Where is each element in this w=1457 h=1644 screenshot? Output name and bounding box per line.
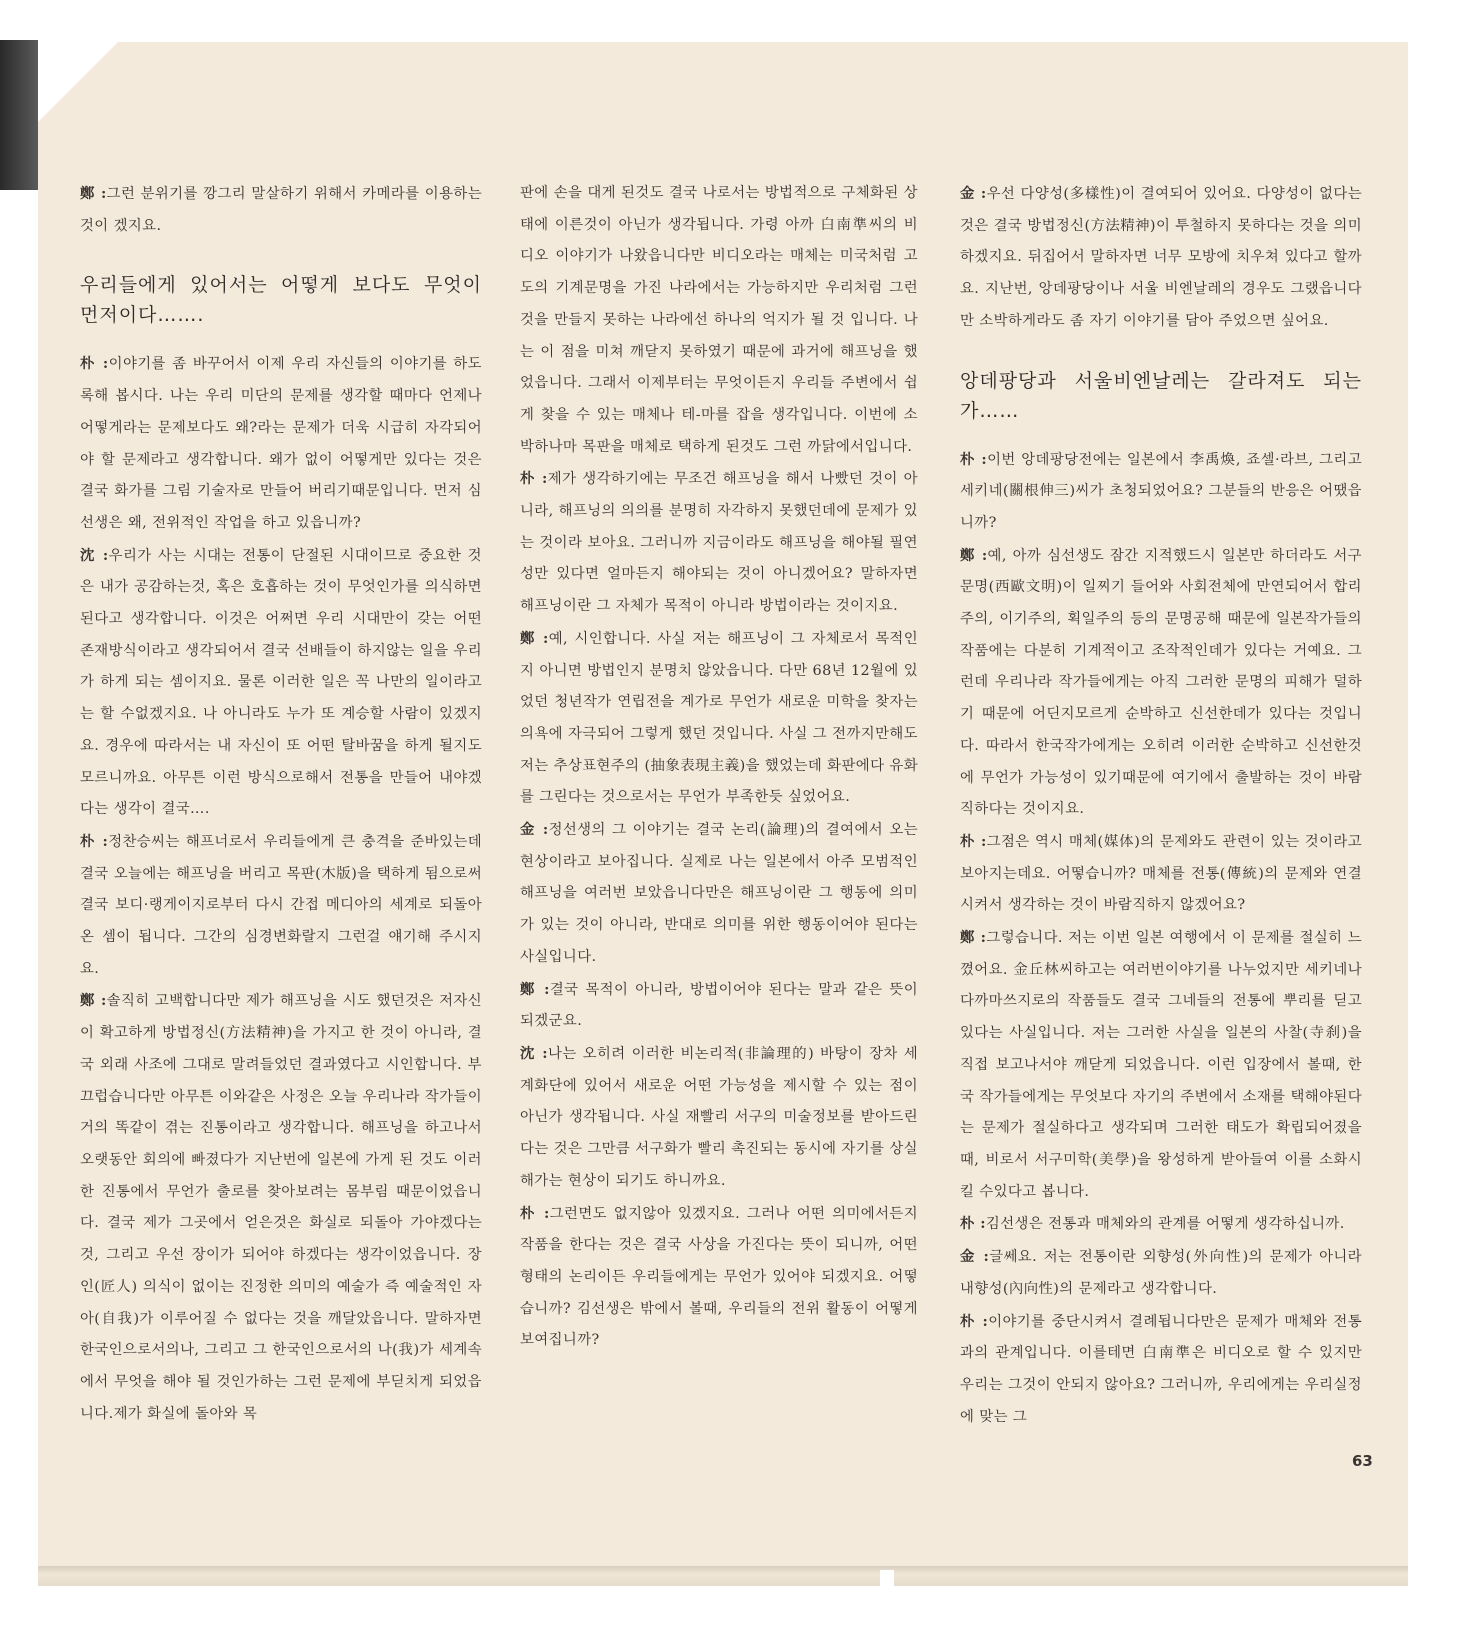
speaker-label: 朴 :	[520, 1204, 550, 1222]
speaker-label: 鄭 :	[80, 992, 107, 1010]
paragraph-text: 나는 오히려 이러한 비논리적(非論理的) 바탕이 장차 세계화단에 있어서 새로운 어떤 가능성을 제시할 수 있는 점이 아닌가 생각됩니다. 사실 재빨리 서구의 미술정보를 받아드린다는 것은 그만큼 서구화가 빨리 촉진되는 동시에 자기를 상실해가는 현상이 되기도 하니까요.	[520, 1045, 918, 1189]
speaker-label: 鄭 :	[80, 185, 107, 202]
dialogue-paragraph	[80, 826, 482, 986]
dialogue-paragraph	[520, 463, 918, 623]
column-1	[80, 178, 482, 1430]
section-heading: 앙데팡당과 서울비엔날레는 갈라져도 되는가……	[960, 369, 1362, 422]
speaker-label: 朴 :	[960, 1215, 986, 1233]
paragraph-text: 이야기를 좀 바꾸어서 이제 우리 자신들의 이야기를 하도록해 봅시다. 나는 우리 미단의 문제를 생각할 때마다 언제나 어떻게라는 문제보다도 왜?라는 문제가 더욱 시급히 자각되어야 할 문제라고 생각합니다. 왜가 없이 어떻게만 있다는 것은 결국 화가를 그림 기술자로 만들어 버리기때문입니다. 먼저 심선생은 왜, 전위적인 작업을 하고 있읍니까?	[80, 356, 482, 531]
dialogue-paragraph	[80, 540, 482, 826]
speaker-label: 朴 :	[520, 470, 548, 488]
dialogue-paragraph	[520, 623, 918, 814]
speaker-label: 朴 :	[960, 1312, 989, 1330]
speaker-label: 鄭 :	[520, 629, 549, 647]
dialogue-paragraph	[960, 178, 1362, 338]
section-heading: 우리들에게 있어서는 어떻게 보다도 무엇이 먼저이다…….	[80, 274, 482, 327]
dialogue-paragraph	[960, 1306, 1362, 1434]
page-edge	[38, 1566, 1408, 1586]
paragraph-text: 정찬승씨는 해프너로서 우리들에게 큰 충격을 준바있는데결국 오늘에는 해프닝을 버리고 목판(木版)을 택하게 됨으로써 결국 보디·랭게이지로부터 다시 간접 메디아의 세계로 되돌아 온 셈이 됩니다. 그간의 심경변화랄지 그런걸 얘기해 주시지요.	[80, 833, 483, 977]
paragraph-text: 솔직히 고백합니다만 제가 해프닝을 시도 했던것은 저자신이 확고하게 방법정신(方法精神)을 가지고 한 것이 아니라, 결국 외래 사조에 그대로 말려들었던 결과였다고 시인합니다. 부끄럽습니다만 아무튼 이와같은 사정은 오늘 우리나라 작가들이 거의 똑같이 겪는 진통이라고 생각합니다. 해프닝을 하고나서 오랫동안 회의에 빠졌다가 지난번에 일본에 가게 된 것도 이러한 진통에서 무언가 출로를 찾아보려는 몸부림 때문이었읍니다. 결국 제가 그곳에서 얻은것은 화실로 되돌아 가야겠다는것, 그리고 우선 장이가 되어야 하겠다는 생각이었읍니다. 장인(匠人) 의식이 없이는 진정한 의미의 예술가 즉 예술적인 자아(自我)가 이루어질 수 없다는 것을 깨달았읍니다. 말하자면 한국인으로서의나, 그리고 그 한국인으로서의 나(我)가 세계속에서 무엇을 해야 될 것인가하는 그런 문제에 부딛치게 되었읍니다.제가 화실에 돌아와 목	[80, 993, 482, 1422]
paragraph-text: 우리가 사는 시대는 전통이 단절된 시대이므로 중요한 것은 내가 공감하는것, 혹은 호흡하는 것이 무엇인가를 의식하면 된다고 생각합니다. 이것은 어쩌면 우리 시대만이 갖는 어떤 존재방식이라고 생각되어서 결국 선배들이 하지않는 일을 우리가 하게 되는 셈이지요. 물론 이러한 일은 꼭 나만의 일이라고는 할 수없겠지요. 나 아니라도 누가 또 계승할 사람이 있겠지요. 경우에 따라서는 내 자신이 또 어떤 탈바꿈을 하게 될지도 모르니까요. 아무튼 이런 방식으로해서 전통을 만들어 내야겠다는 생각이 결국….	[80, 547, 482, 818]
paragraph-text: 그런 분위기를 깡그리 말살하기 위해서 카메라를 이용하는 것이 겠지요.	[80, 186, 482, 234]
dialogue-paragraph	[520, 1198, 918, 1358]
dialogue-paragraph	[960, 540, 1362, 826]
speaker-label: 朴 :	[80, 832, 109, 850]
dialogue-paragraph	[520, 974, 918, 1038]
paragraph-text: 우선 다양성(多樣性)이 결여되어 있어요. 다양성이 없다는 것은 결국 방법정신(方法精神)이 투철하지 못하다는 것을 의미하겠지요. 뒤집어서 말하자면 너무 모방에 치우쳐 있다고 할까요. 지난번, 앙데팡당이나 서울 비엔날레의 경우도 그랬읍니다만 소박하게라도 좀 자기 이야기를 담아 주었으면 싶어요.	[960, 186, 1362, 329]
dialogue-paragraph	[80, 348, 482, 539]
speaker-label: 金 :	[520, 821, 549, 839]
speaker-label: 金 :	[960, 1248, 990, 1266]
speaker-label: 鄭 :	[960, 546, 988, 564]
paragraph-text: 이야기를 중단시켜서 결례됩니다만은 문제가 매체와 전통과의 관계입니다. 이를테면 白南準은 비디오로 할 수 있지만 우리는 그것이 안되지 않아요? 그러니까, 우리에게는 우리실정에 맞는 그	[960, 1313, 1363, 1425]
folded-corner	[38, 42, 118, 122]
paragraph-text: 그렇습니다. 저는 이번 일본 여행에서 이 문제를 절실히 느꼈어요. 金丘林씨하고는 여러번이야기를 나누었지만 세키네나 다까마쓰지로의 작품들도 결국 그네들의 전통에 뿌리를 딛고 있다는 사실입니다. 저는 그러한 사실을 일본의 사찰(寺刹)을 직접 보고나서야 깨닫게 되었읍니다. 이런 입장에서 볼때, 한국 작가들에게는 무엇보다 자기의 주변에서 소재를 택해야된다는 문제가 절실하다고 생각되며 그러한 태도가 확립되어졌을때, 비로서 서구미학(美學)을 왕성하게 받아들여 이를 소화시킬 수있다고 봅니다.	[960, 930, 1362, 1200]
paragraph-text: 제가 생각하기에는 무조건 해프닝을 해서 나빴던 것이 아니라, 해프닝의 의의를 분명히 자각하지 못했던데에 문제가 있는 것이라 보아요. 그러니까 지금이라도 해프닝을 해야될 필연성만 있다면 얼마든지 해야되는 것이 아니겠어요? 말하자면 해프닝이란 그 자체가 목적이 아니라 방법이라는 것이지요.	[520, 471, 918, 615]
page-number: 63	[1352, 1452, 1373, 1470]
speaker-label: 朴 :	[80, 355, 109, 373]
speaker-label: 沈 :	[80, 546, 109, 564]
paragraph-text: 김선생은 전통과 매체와의 관계를 어떻게 생각하십니까.	[985, 1216, 1345, 1233]
speaker-label: 金 :	[960, 185, 987, 202]
dialogue-paragraph	[960, 826, 1362, 922]
dialogue-paragraph	[520, 178, 918, 463]
paragraph-text: 그점은 역시 매체(媒体)의 문제와도 관련이 있는 것이라고 보아지는데요. 어떻습니까? 매체를 전통(傳統)의 문제와 연결시켜서 생각하는 것이 바람직하지 않겠어요?	[960, 833, 1362, 914]
paragraph-text: 예, 시인합니다. 사실 저는 해프닝이 그 자체로서 목적인지 아니면 방법인지 분명치 않았읍니다. 다만 68년 12월에 있었던 청년작가 연립전을 계가로 무언가 새로운 미학을 찾자는 의욕에 자극되어 그렇게 했던 것입니다. 사실 그 전까지만해도 저는 추상표현주의 (抽象表現主義)을 했었는데 화판에다 유화를 그린다는 것으로서는 무언가 부족한듯 싶었어요.	[520, 630, 918, 806]
dialogue-paragraph	[80, 178, 482, 242]
dialogue-paragraph	[960, 1241, 1362, 1305]
paragraph-text: 이번 앙데팡당전에는 일본에서 李禹煥, 죠셀·라브, 그리고 세키네(關根伸三)씨가 초청되었어요? 그분들의 반응은 어땠읍니까?	[960, 451, 1362, 531]
speaker-label: 朴 :	[960, 832, 987, 850]
page-gap	[880, 1570, 894, 1586]
speaker-label: 朴 :	[960, 450, 988, 468]
speaker-label: 沈 :	[520, 1044, 549, 1062]
paragraph-text: 정선생의 그 이야기는 결국 논리(論理)의 결여에서 오는 현상이라고 보아집니다. 실제로 나는 일본에서 아주 모범적인 해프닝을 여러번 보았읍니다만은 해프닝이란 그 행동에 의미가 있는 것이 아니라, 반대로 의미를 위한 행동이어야 된다는 사실입니다.	[520, 822, 918, 965]
paragraph-text: 결국 목적이 아니라, 방법이어야 된다는 말과 같은 뜻이 되겠군요.	[520, 981, 918, 1030]
dialogue-paragraph	[520, 814, 918, 974]
dialogue-paragraph	[960, 922, 1362, 1208]
dialogue-paragraph	[960, 1208, 1362, 1241]
paragraph-text: 판에 손을 대게 된것도 결국 나로서는 방법적으로 구체화된 상태에 이른것이 아닌가 생각됩니다. 가령 아까 白南準씨의 비디오 이야기가 나왔읍니다만 비디오라는 매체는 미국처럼 고도의 기계문명을 가진 나라에서는 가능하지만 우리처럼 그런것을 만들지 못하는 나라에선 하나의 억지가 될 것 입니다. 나는 이 점을 미쳐 깨닫지 못하였기 때문에 과거에 해프닝을 했었읍니다. 그래서 이제부터는 무엇이든지 우리들 주변에서 쉽게 찾을 수 있는 매체나 테-마를 잡을 생각입니다. 이번에 소박하나마 목판을 매체로 택하게 된것도 그런 까닭에서입니다.	[520, 185, 918, 455]
speaker-label: 鄭 :	[520, 980, 550, 998]
paragraph-text: 예, 아까 심선생도 잠간 지적했드시 일본만 하더라도 서구문명(西歐文明)이 일찌기 들어와 사회전체에 만연되어서 합리주의, 이기주의, 획일주의 등의 문명공해 때문에 일본작가들의 작품에는 다분히 기계적이고 조작적인데가 있다는 거예요. 그런데 우리나라 작가들에게는 아직 그러한 문명의 피해가 덜하기 때문에 어딘지모르게 순박하고 신선한데가 있다는 것입니다. 따라서 한국작가에게는 오히려 이러한 순박하고 신선한것에 무언가 가능성이 있기때문에 여기에서 출발하는 것이 바람직하다는 것이지요.	[960, 547, 1362, 818]
column-2	[520, 178, 918, 1357]
dialogue-paragraph	[520, 1038, 918, 1198]
dialogue-paragraph	[960, 444, 1362, 540]
paragraph-text: 글쎄요. 저는 전통이란 외향성(外向性)의 문제가 아니라 내향성(內向性)의 문제라고 생각합니다.	[960, 1249, 1362, 1297]
paragraph-text: 그런면도 없지않아 있겠지요. 그러나 어떤 의미에서든지 작품을 한다는 것은 결국 사상을 가진다는 뜻이 되니까, 어떤 형태의 논리이든 우리들에게는 무언가 있어야 되겠지요. 어떻습니까? 김선생은 밖에서 볼때, 우리들의 전위 활동이 어떻게 보여집니까?	[520, 1205, 918, 1349]
dialogue-paragraph	[80, 985, 482, 1430]
scan-border	[0, 0, 38, 1644]
column-3	[960, 178, 1362, 1433]
speaker-label: 鄭 :	[960, 929, 987, 947]
